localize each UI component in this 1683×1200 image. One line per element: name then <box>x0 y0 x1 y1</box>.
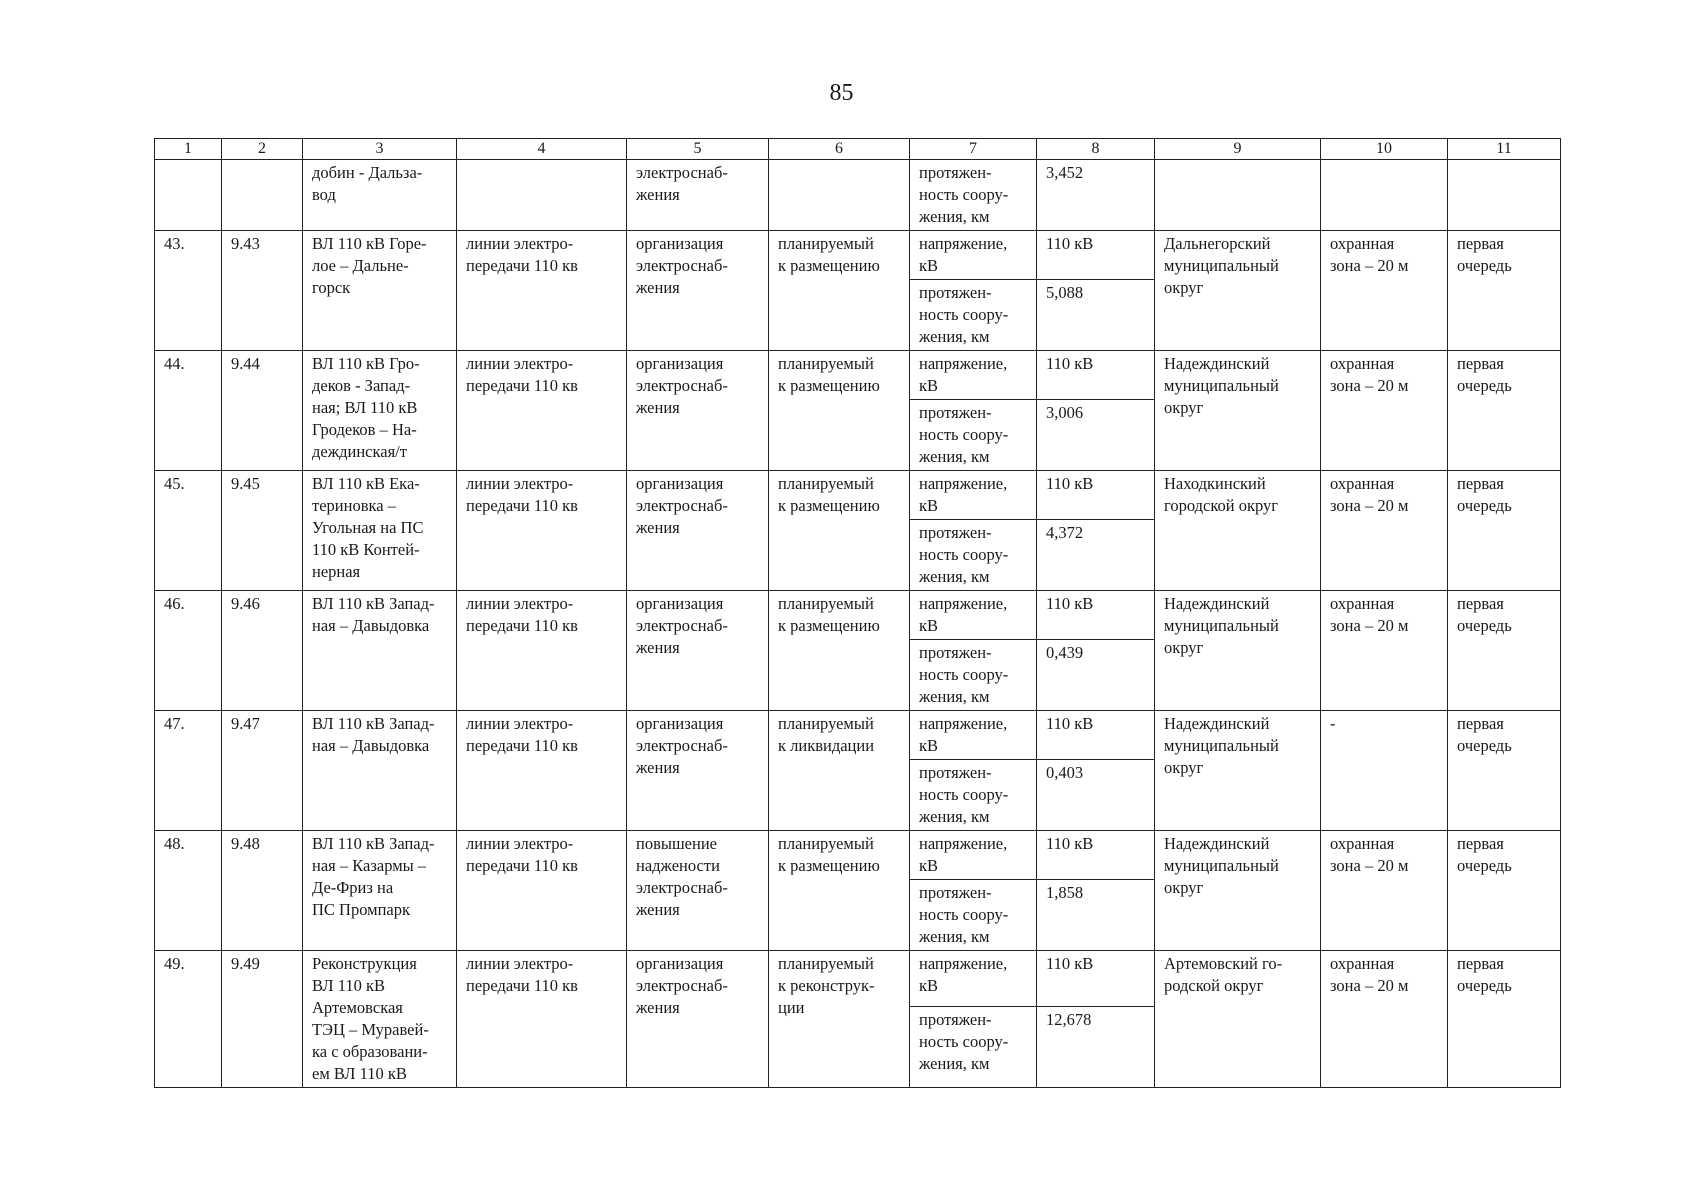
status: планируемый к размещению <box>769 591 910 711</box>
cell <box>1321 160 1448 231</box>
col-header: 11 <box>1448 139 1561 160</box>
status: планируемый к размещению <box>769 351 910 471</box>
param-voltage-value: 110 кВ <box>1037 231 1155 280</box>
cell: электроснаб- жения <box>627 160 769 231</box>
zone: охранная зона – 20 м <box>1321 471 1448 591</box>
param-voltage-value: 110 кВ <box>1037 951 1155 1007</box>
table-row <box>155 711 1561 760</box>
location: Находкинский городской округ <box>1155 471 1321 591</box>
header-row <box>155 139 1561 160</box>
col-header: 2 <box>222 139 303 160</box>
purpose: повышение наджености электроснаб- жения <box>627 831 769 951</box>
status: планируемый к размещению <box>769 231 910 351</box>
param-voltage-label: напряжение, кВ <box>910 951 1037 1007</box>
purpose: организация электроснаб- жения <box>627 351 769 471</box>
col-header: 3 <box>303 139 457 160</box>
priority: первая очередь <box>1448 471 1561 591</box>
zone: охранная зона – 20 м <box>1321 591 1448 711</box>
param-length-value: 1,858 <box>1037 880 1155 951</box>
param-voltage-label: напряжение, кВ <box>910 831 1037 880</box>
row-code: 9.46 <box>222 591 303 711</box>
zone: охранная зона – 20 м <box>1321 351 1448 471</box>
col-header: 1 <box>155 139 222 160</box>
param-voltage-label: напряжение, кВ <box>910 351 1037 400</box>
zone: - <box>1321 711 1448 831</box>
page-number: 85 <box>829 80 854 106</box>
cell: протяжен- ность соору- жения, км <box>910 160 1037 231</box>
zone: охранная зона – 20 м <box>1321 951 1448 1088</box>
row-number: 43. <box>155 231 222 351</box>
col-header: 4 <box>457 139 627 160</box>
priority: первая очередь <box>1448 831 1561 951</box>
object-type: линии электро- передачи 110 кв <box>457 591 627 711</box>
param-length-value: 0,439 <box>1037 640 1155 711</box>
table-row <box>155 231 1561 280</box>
object-name: Реконструкция ВЛ 110 кВ Артемовская ТЭЦ – Муравей- ка с образовани- ем ВЛ 110 кВ <box>303 951 457 1088</box>
param-length-label: протяжен- ность соору- жения, км <box>910 880 1037 951</box>
object-type: линии электро- передачи 110 кв <box>457 951 627 1088</box>
row-code: 9.45 <box>222 471 303 591</box>
cell <box>769 160 910 231</box>
row-code: 9.44 <box>222 351 303 471</box>
col-header: 8 <box>1037 139 1155 160</box>
col-header: 5 <box>627 139 769 160</box>
object-name: ВЛ 110 кВ Запад- ная – Давыдовка <box>303 591 457 711</box>
param-voltage-value: 110 кВ <box>1037 471 1155 520</box>
row-number: 49. <box>155 951 222 1088</box>
object-type: линии электро- передачи 110 кв <box>457 231 627 351</box>
purpose: организация электроснаб- жения <box>627 711 769 831</box>
cell: добин - Дальза- вод <box>303 160 457 231</box>
row-number: 47. <box>155 711 222 831</box>
object-type: линии электро- передачи 110 кв <box>457 831 627 951</box>
param-length-label: протяжен- ность соору- жения, км <box>910 400 1037 471</box>
row-number: 46. <box>155 591 222 711</box>
param-length-value: 12,678 <box>1037 1006 1155 1087</box>
param-length-value: 3,006 <box>1037 400 1155 471</box>
param-length-label: протяжен- ность соору- жения, км <box>910 760 1037 831</box>
purpose: организация электроснаб- жения <box>627 471 769 591</box>
priority: первая очередь <box>1448 951 1561 1088</box>
object-name: ВЛ 110 кВ Ека- териновка – Угольная на ПС 110 кВ Контей- нерная <box>303 471 457 591</box>
object-name: ВЛ 110 кВ Запад- ная – Давыдовка <box>303 711 457 831</box>
table-row <box>155 591 1561 640</box>
row-code: 9.48 <box>222 831 303 951</box>
object-name: ВЛ 110 кВ Запад- ная – Казармы – Де-Фриз на ПС Промпарк <box>303 831 457 951</box>
cell <box>222 160 303 231</box>
param-length-label: протяжен- ность соору- жения, км <box>910 280 1037 351</box>
location: Артемовский го- родской округ <box>1155 951 1321 1088</box>
cell: 3,452 <box>1037 160 1155 231</box>
col-header: 10 <box>1321 139 1448 160</box>
param-voltage-value: 110 кВ <box>1037 351 1155 400</box>
location: Дальнегорский муниципальный округ <box>1155 231 1321 351</box>
param-voltage-label: напряжение, кВ <box>910 231 1037 280</box>
table-row <box>155 831 1561 880</box>
cell <box>1448 160 1561 231</box>
purpose: организация электроснаб- жения <box>627 951 769 1088</box>
priority: первая очередь <box>1448 231 1561 351</box>
col-header: 6 <box>769 139 910 160</box>
cell <box>1155 160 1321 231</box>
data-table <box>154 138 1561 1088</box>
table-row <box>155 351 1561 400</box>
row-code: 9.47 <box>222 711 303 831</box>
location: Надеждинский муниципальный округ <box>1155 351 1321 471</box>
zone: охранная зона – 20 м <box>1321 231 1448 351</box>
status: планируемый к размещению <box>769 471 910 591</box>
priority: первая очередь <box>1448 591 1561 711</box>
param-length-value: 5,088 <box>1037 280 1155 351</box>
location: Надеждинский муниципальный округ <box>1155 591 1321 711</box>
object-type: линии электро- передачи 110 кв <box>457 711 627 831</box>
status: планируемый к реконструк- ции <box>769 951 910 1088</box>
row-code: 9.43 <box>222 231 303 351</box>
param-voltage-label: напряжение, кВ <box>910 471 1037 520</box>
status: планируемый к ликвидации <box>769 711 910 831</box>
param-voltage-value: 110 кВ <box>1037 831 1155 880</box>
cell <box>155 160 222 231</box>
param-length-value: 0,403 <box>1037 760 1155 831</box>
row-code: 9.49 <box>222 951 303 1088</box>
object-type: линии электро- передачи 110 кв <box>457 471 627 591</box>
row-number: 44. <box>155 351 222 471</box>
col-header: 7 <box>910 139 1037 160</box>
param-length-value: 4,372 <box>1037 520 1155 591</box>
param-length-label: протяжен- ность соору- жения, км <box>910 520 1037 591</box>
param-voltage-value: 110 кВ <box>1037 711 1155 760</box>
param-voltage-label: напряжение, кВ <box>910 591 1037 640</box>
param-length-label: протяжен- ность соору- жения, км <box>910 1006 1037 1087</box>
param-voltage-label: напряжение, кВ <box>910 711 1037 760</box>
location: Надеждинский муниципальный округ <box>1155 831 1321 951</box>
priority: первая очередь <box>1448 351 1561 471</box>
param-length-label: протяжен- ность соору- жения, км <box>910 640 1037 711</box>
table-row <box>155 471 1561 520</box>
param-voltage-value: 110 кВ <box>1037 591 1155 640</box>
purpose: организация электроснаб- жения <box>627 231 769 351</box>
location: Надеждинский муниципальный округ <box>1155 711 1321 831</box>
object-type: линии электро- передачи 110 кв <box>457 351 627 471</box>
status: планируемый к размещению <box>769 831 910 951</box>
cell <box>457 160 627 231</box>
table-row <box>155 951 1561 1007</box>
purpose: организация электроснаб- жения <box>627 591 769 711</box>
object-name: ВЛ 110 кВ Гро- деков - Запад- ная; ВЛ 110 кВ Гродеков – На- деждинская/т <box>303 351 457 471</box>
zone: охранная зона – 20 м <box>1321 831 1448 951</box>
col-header: 9 <box>1155 139 1321 160</box>
row-number: 48. <box>155 831 222 951</box>
row-number: 45. <box>155 471 222 591</box>
priority: первая очередь <box>1448 711 1561 831</box>
object-name: ВЛ 110 кВ Горе- лое – Дальне- горск <box>303 231 457 351</box>
continuation-row <box>155 160 1561 231</box>
